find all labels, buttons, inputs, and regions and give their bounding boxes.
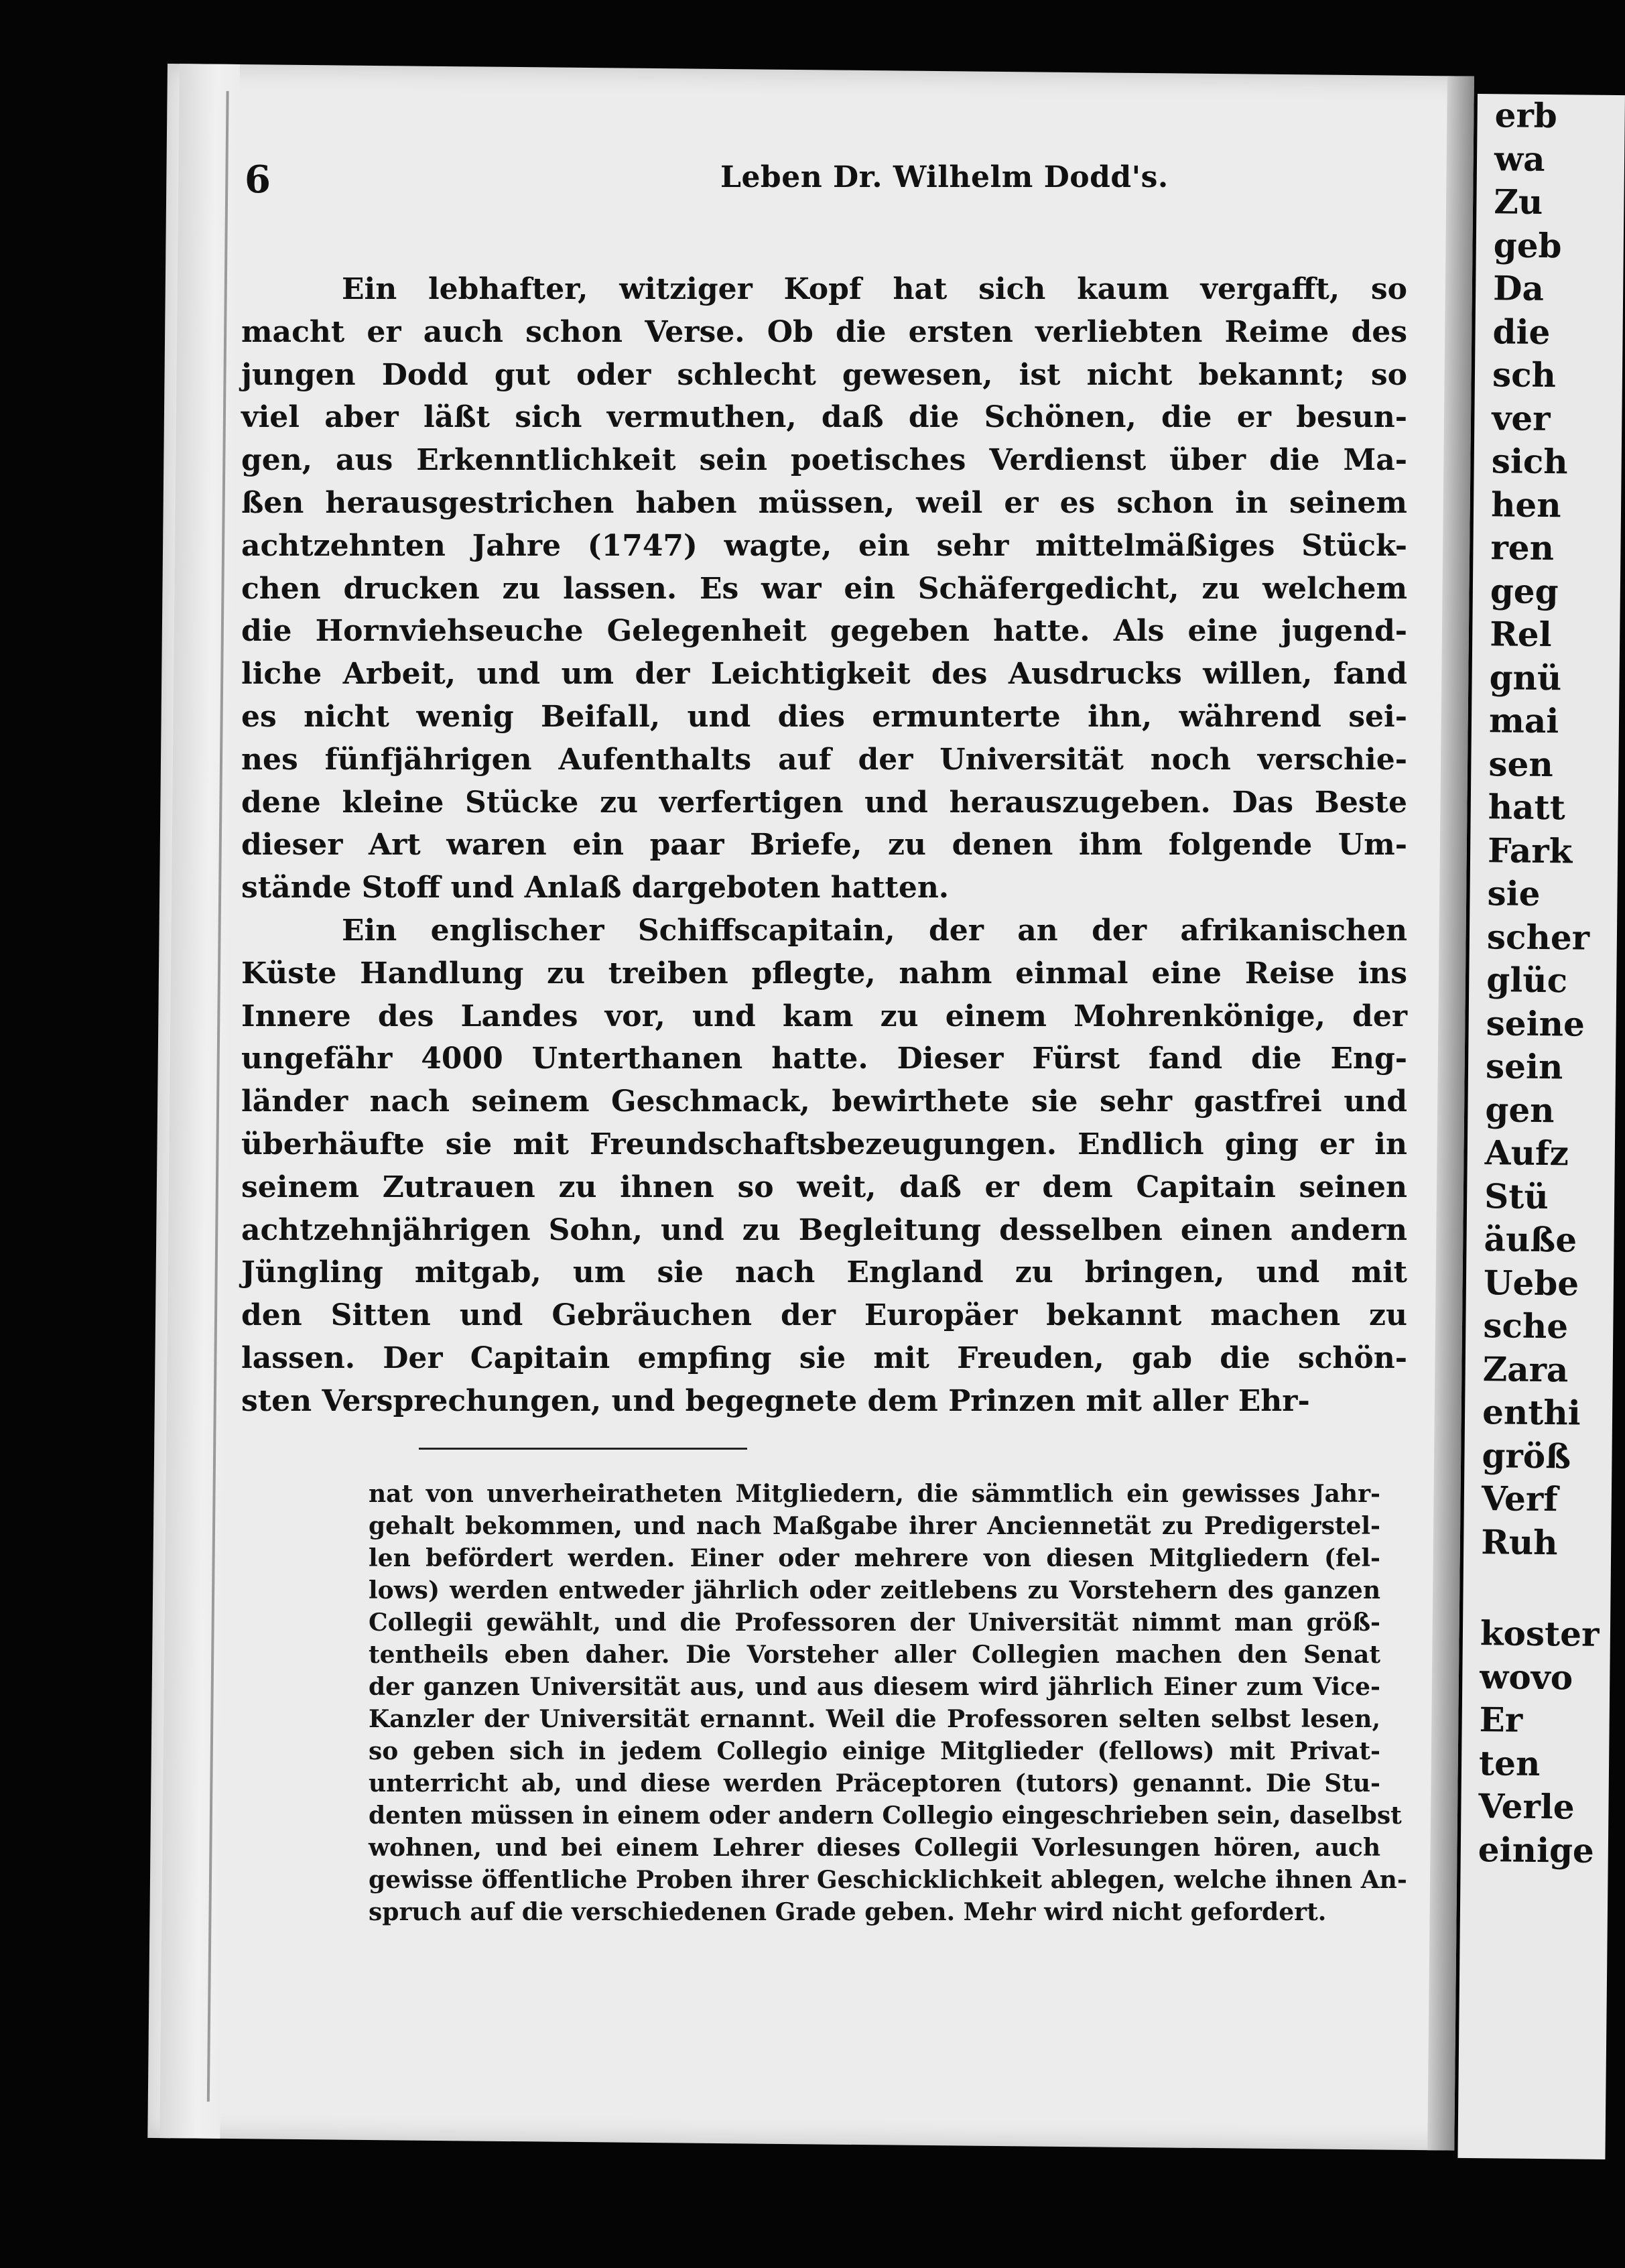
footnote-line: so geben sich in jedem Collegio einige Mitglieder (fellows) mit Privat- xyxy=(369,1737,1380,1765)
text-line: es nicht wenig Beifall, und dies ermunterte ihn, während sei- xyxy=(241,699,1407,734)
text-line: stände Stoff und Anlaß dargeboten hatten. xyxy=(241,871,950,905)
text-line: Ein lebhafter, witziger Kopf hat sich kaum vergafft, so xyxy=(342,272,1407,306)
adjacent-text-fragment: gen xyxy=(1485,1089,1555,1130)
adjacent-text-fragment: erb xyxy=(1494,95,1558,136)
text-line: länder nach seinem Geschmack, bewirthete sie sehr gastfrei und xyxy=(241,1084,1407,1119)
adjacent-text-fragment: wa xyxy=(1494,138,1545,179)
text-line: dene kleine Stücke zu verfertigen und herauszugeben. Das Beste xyxy=(241,785,1407,820)
footnote-line: der ganzen Universität aus, und aus diesem wird jährlich Einer zum Vice- xyxy=(369,1673,1380,1701)
text-line: ungefähr 4000 Unterthanen hatte. Dieser Fürst fand die Eng- xyxy=(241,1042,1407,1076)
text-line: chen drucken zu lassen. Es war ein Schäfergedicht, zu welchem xyxy=(241,571,1407,606)
adjacent-text-fragment: sch xyxy=(1492,355,1557,395)
footnote-line: Kanzler der Universität ernannt. Weil die Professoren selten selbst lesen, xyxy=(369,1705,1380,1733)
footnote-line: unterricht ab, und diese werden Präceptoren (tutors) genannt. Die Stu- xyxy=(369,1769,1380,1798)
adjacent-text-fragment: Aufz xyxy=(1484,1133,1569,1174)
page-gutter xyxy=(159,64,240,2139)
footnote-line: lows) werden entweder jährlich oder zeitlebens zu Vorstehern des ganzen xyxy=(369,1576,1380,1604)
adjacent-text-fragment: hen xyxy=(1490,484,1561,525)
adjacent-text-fragment: Verle xyxy=(1478,1786,1575,1827)
footnote-line: nat von unverheiratheten Mitgliedern, die sämmtlich ein gewisses Jahr- xyxy=(369,1480,1380,1508)
adjacent-text-fragment: ren xyxy=(1490,527,1555,568)
body-text xyxy=(241,268,1407,1423)
adjacent-text-fragment: ver xyxy=(1492,397,1551,438)
adjacent-text-fragment: koster xyxy=(1480,1613,1600,1654)
footnote-rule xyxy=(419,1448,747,1450)
text-line: Ein englischer Schiffscapitain, der an der afrikanischen xyxy=(342,913,1407,948)
adjacent-text-fragment: ten xyxy=(1478,1743,1541,1783)
adjacent-text-fragment: größ xyxy=(1482,1435,1571,1476)
adjacent-text-fragment: Da xyxy=(1492,268,1545,308)
footnote-line: gewisse öffentliche Proben ihrer Geschicklichkeit ablegen, welche ihnen An- xyxy=(369,1866,1407,1894)
adjacent-page-footnote xyxy=(1461,1612,1611,1873)
adjacent-text-fragment: sie xyxy=(1487,873,1541,914)
text-line: Küste Handlung zu treiben pflegte, nahm einmal eine Reise ins xyxy=(241,956,1407,991)
footnote-line: gehalt bekommen, und nach Maßgabe ihrer Anciennetät zu Predigerstel- xyxy=(369,1512,1380,1540)
adjacent-text-fragment: einige xyxy=(1478,1829,1595,1871)
text-line: Jüngling mitgab, um sie nach England zu bringen, und mit xyxy=(241,1255,1407,1290)
adjacent-page xyxy=(1457,94,1625,2159)
adjacent-text-fragment: äuße xyxy=(1484,1219,1577,1260)
text-line: jungen Dodd gut oder schlecht gewesen, ist nicht bekannt; so xyxy=(241,357,1407,392)
adjacent-text-fragment: sche xyxy=(1483,1306,1569,1346)
adjacent-text-fragment: seine xyxy=(1486,1003,1585,1044)
footnote xyxy=(369,1478,1407,1928)
text-line: macht er auch schon Verse. Ob die ersten verliebten Reime des xyxy=(241,314,1407,349)
adjacent-text-fragment: wovo xyxy=(1480,1656,1573,1697)
adjacent-text-fragment: gnü xyxy=(1489,657,1562,698)
text-line: viel aber läßt sich vermuthen, daß die Schönen, die er besun- xyxy=(241,400,1407,435)
adjacent-text-fragment: scher xyxy=(1486,916,1590,958)
adjacent-text-fragment: mai xyxy=(1488,700,1559,741)
adjacent-text-fragment: Stü xyxy=(1484,1176,1549,1216)
text-line: nes fünfjährigen Aufenthalts auf der Universität noch verschie- xyxy=(241,742,1407,777)
running-head: Leben Dr. Wilhelm Dodd's. xyxy=(720,160,1169,194)
page-number: 6 xyxy=(245,158,271,202)
adjacent-text-fragment: Er xyxy=(1479,1700,1523,1740)
text-line: lassen. Der Capitain empfing sie mit Freuden, gab die schön- xyxy=(241,1340,1407,1375)
footnote-line: len befördert werden. Einer oder mehrere von diesen Mitgliedern (fel- xyxy=(369,1544,1380,1572)
adjacent-text-fragment: enthi xyxy=(1482,1392,1581,1433)
text-line: die Hornviehseuche Gelegenheit gegeben hatte. Als eine jugend- xyxy=(241,614,1407,649)
text-line: gen, aus Erkenntlichkeit sein poetisches Verdienst über die Ma- xyxy=(241,443,1407,478)
adjacent-page-text xyxy=(1464,94,1625,1565)
text-line: Innere des Landes vor, und kam zu einem Mohrenkönige, der xyxy=(241,999,1407,1033)
adjacent-text-fragment: Ruh xyxy=(1480,1521,1558,1562)
adjacent-text-fragment: sen xyxy=(1488,743,1554,784)
adjacent-text-fragment: glüc xyxy=(1486,960,1568,1001)
adjacent-text-fragment: Rel xyxy=(1489,614,1552,655)
footnote-line: wohnen, und bei einem Lehrer dieses Collegii Vorlesungen hören, auch xyxy=(369,1834,1380,1862)
adjacent-text-fragment: Fark xyxy=(1487,830,1573,871)
text-line: achtzehnten Jahre (1747) wagte, ein sehr mittelmäßiges Stück- xyxy=(241,528,1407,563)
adjacent-text-fragment: sein xyxy=(1485,1046,1563,1087)
text-line: überhäufte sie mit Freundschaftsbezeugungen. Endlich ging er in xyxy=(241,1127,1407,1161)
footnote-line: tentheils eben daher. Die Vorsteher aller Collegien machen den Senat xyxy=(369,1641,1380,1669)
text-line: seinem Zutrauen zu ihnen so weit, daß er dem Capitain seinen xyxy=(241,1170,1407,1204)
text-line: ßen herausgestrichen haben müssen, weil er es schon in seinem xyxy=(241,485,1407,520)
adjacent-text-fragment: Zu xyxy=(1494,182,1543,222)
footnote-line: Collegii gewählt, und die Professoren der Universität nimmt man größ- xyxy=(369,1609,1380,1637)
adjacent-text-fragment: geb xyxy=(1493,225,1562,265)
adjacent-text-fragment: hatt xyxy=(1488,787,1566,828)
text-line: den Sitten und Gebräuchen der Europäer bekannt machen zu xyxy=(241,1298,1407,1333)
adjacent-text-fragment: die xyxy=(1492,311,1551,352)
adjacent-text-fragment: Uebe xyxy=(1483,1262,1579,1304)
text-line: achtzehnjährigen Sohn, und zu Begleitung desselben einen andern xyxy=(241,1212,1407,1247)
footnote-line: spruch auf die verschiedenen Grade geben. Mehr wird nicht gefordert. xyxy=(369,1898,1327,1926)
text-line: dieser Art waren ein paar Briefe, zu denen ihm folgende Um- xyxy=(241,828,1407,863)
footnote-line: denten müssen in einem oder andern Collegio eingeschrieben sein, daselbst xyxy=(369,1802,1402,1830)
text-line: liche Arbeit, und um der Leichtigkeit des Ausdrucks willen, fand xyxy=(241,657,1407,692)
adjacent-text-fragment: sich xyxy=(1491,441,1568,482)
adjacent-text-fragment: Verf xyxy=(1481,1478,1559,1519)
adjacent-text-fragment: Zara xyxy=(1482,1348,1569,1389)
text-line: sten Versprechungen, und begegnete dem Prinzen mit aller Ehr- xyxy=(241,1383,1310,1418)
adjacent-text-fragment: geg xyxy=(1490,570,1559,611)
